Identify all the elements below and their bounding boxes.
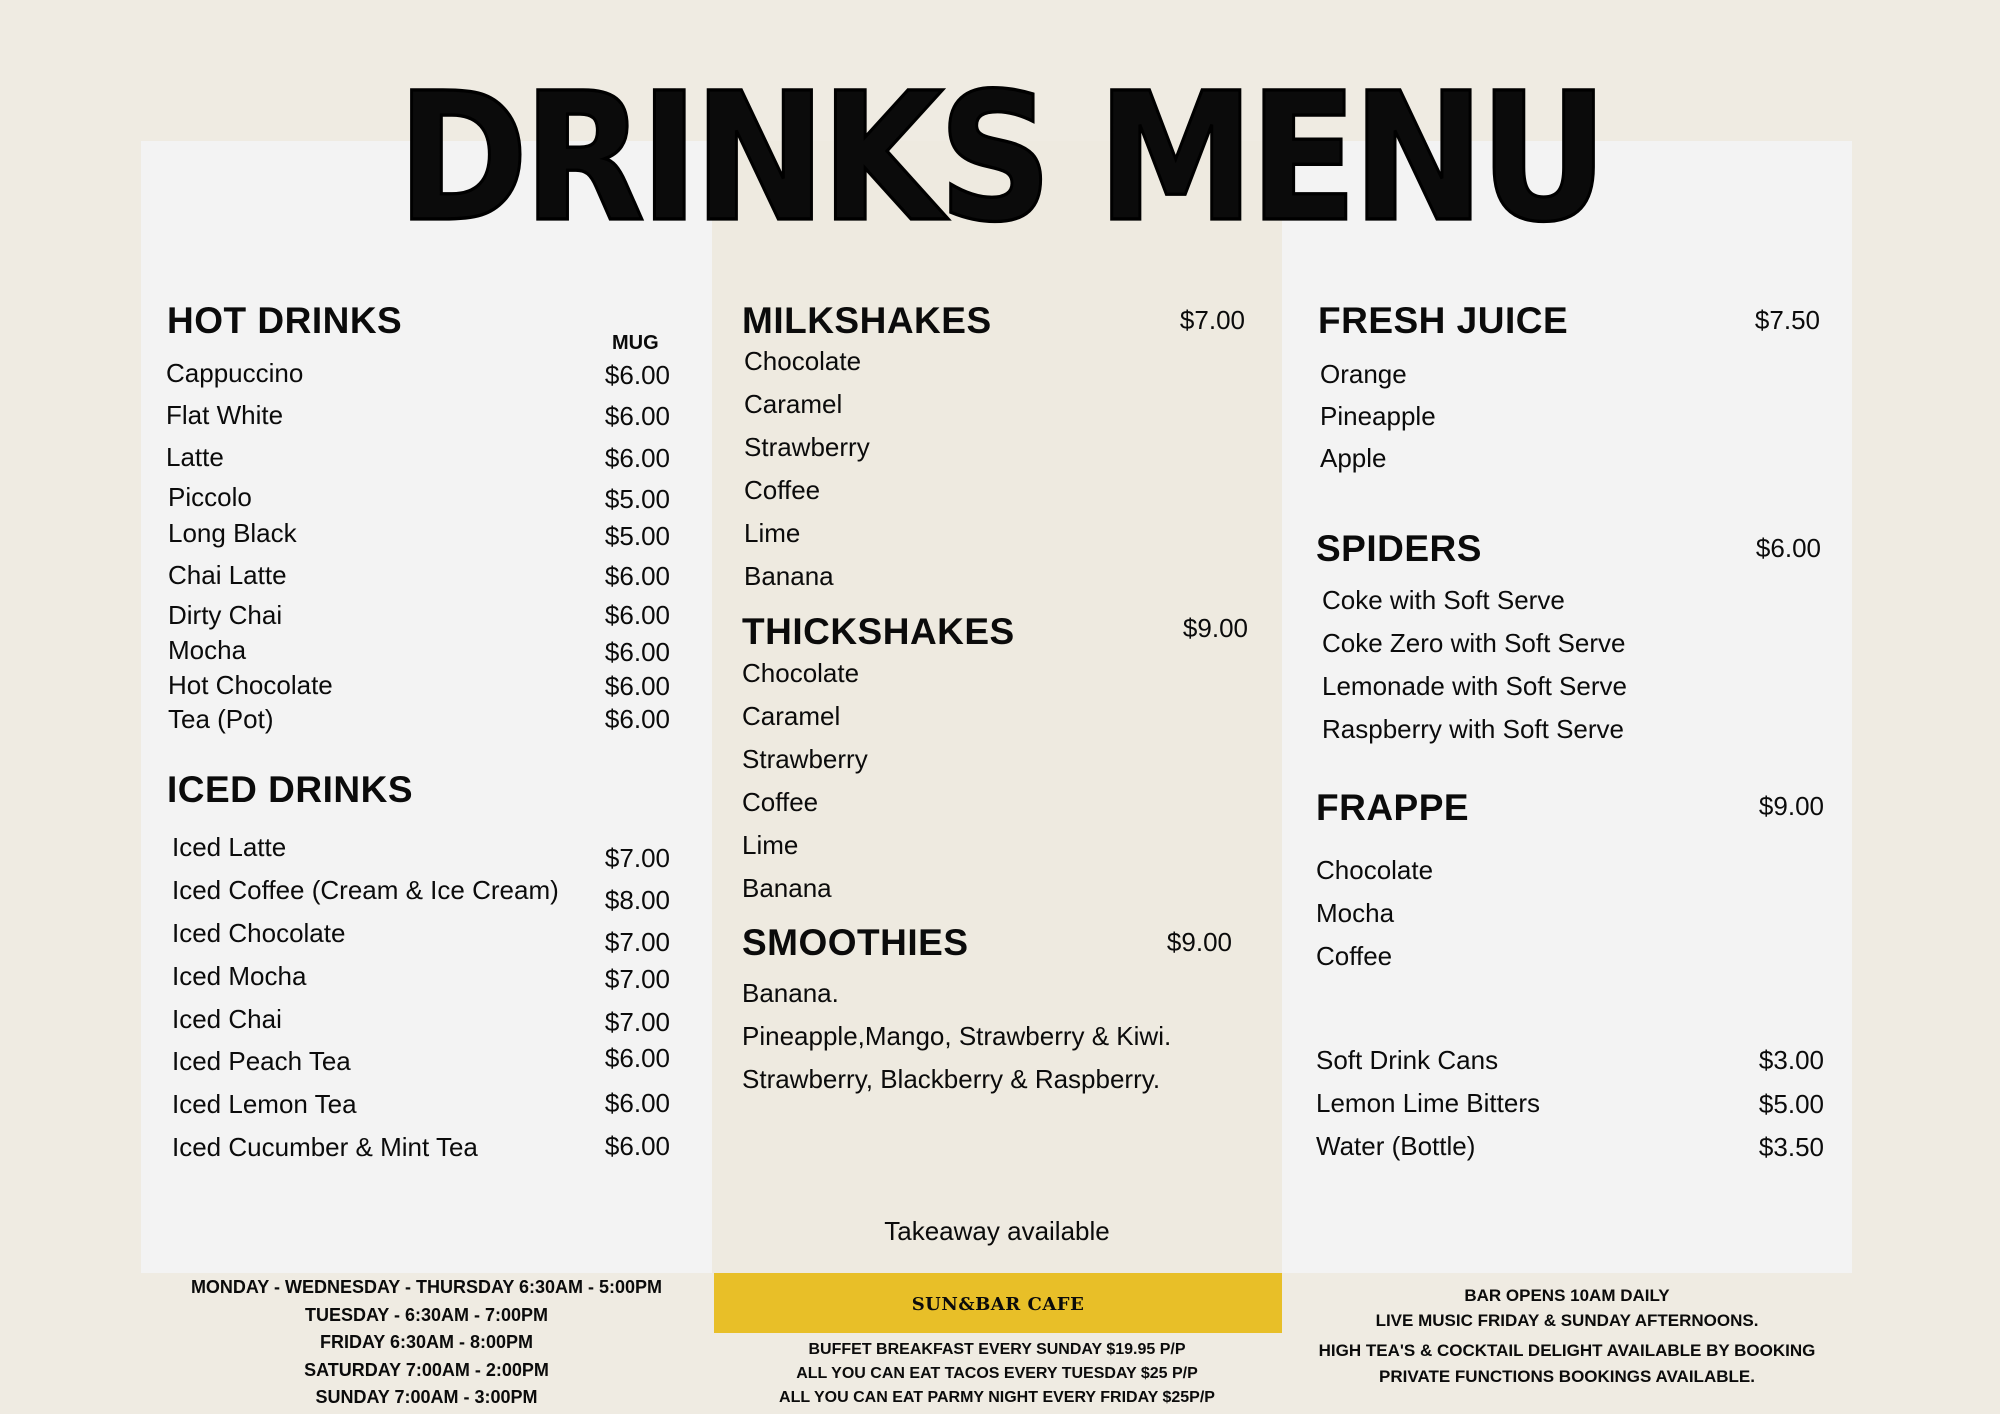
menu-item: Tea (Pot) xyxy=(168,704,274,734)
menu-price: $8.00 xyxy=(604,885,670,915)
menu-item: Chai Latte xyxy=(168,560,287,590)
menu-price: $7.00 xyxy=(604,1007,670,1037)
menu-price: $3.00 xyxy=(1758,1045,1824,1075)
hours-line: SATURDAY 7:00AM - 2:00PM xyxy=(304,1360,549,1380)
menu-price: $7.00 xyxy=(604,927,670,957)
menu-item: Iced Chocolate xyxy=(172,918,346,948)
menu-price: $6.00 xyxy=(604,401,670,431)
menu-item: Strawberry xyxy=(742,744,868,774)
menu-price: $7.00 xyxy=(604,964,670,994)
menu-item: Iced Peach Tea xyxy=(172,1046,351,1076)
smoothies-price: $9.00 xyxy=(1166,927,1232,957)
menu-item: Cappuccino xyxy=(166,358,304,388)
menu-price: $6.00 xyxy=(604,704,670,734)
menu-item: Banana. xyxy=(742,978,839,1008)
hours-line: MONDAY - WEDNESDAY - THURSDAY 6:30AM - 5:00PM xyxy=(190,1277,663,1297)
menu-item: Lemon Lime Bitters xyxy=(1316,1088,1540,1118)
fresh-juice-heading: FRESH JUICE xyxy=(1318,300,1569,341)
menu-item: Soft Drink Cans xyxy=(1316,1045,1499,1075)
menu-price: $7.00 xyxy=(604,843,670,873)
iced-drinks-heading: ICED DRINKS xyxy=(167,769,414,810)
menu-price: $6.00 xyxy=(604,637,670,667)
milkshakes-heading: MILKSHAKES xyxy=(742,300,992,341)
frappe-price: $9.00 xyxy=(1758,791,1824,821)
menu-item: Raspberry with Soft Serve xyxy=(1322,714,1625,744)
hours-line: FRIDAY 6:30AM - 8:00PM xyxy=(319,1332,534,1352)
menu-item: Pineapple xyxy=(1320,401,1436,431)
fresh-juice-price: $7.50 xyxy=(1754,305,1820,335)
menu-item: Chocolate xyxy=(742,658,860,688)
hours-line: SUNDAY 7:00AM - 3:00PM xyxy=(315,1387,538,1407)
spiders-heading: SPIDERS xyxy=(1316,528,1482,569)
menu-item: Coke with Soft Serve xyxy=(1322,585,1565,615)
menu-price: $5.00 xyxy=(604,521,670,551)
info-line: PRIVATE FUNCTIONS BOOKINGS AVAILABLE. xyxy=(1379,1367,1755,1386)
menu-item: Long Black xyxy=(168,518,297,548)
page-title: DRINKS MENU xyxy=(397,55,1603,262)
menu-item: Dirty Chai xyxy=(168,600,283,630)
menu-price: $6.00 xyxy=(604,443,670,473)
menu-item: Latte xyxy=(166,442,224,472)
menu-price: $5.00 xyxy=(1758,1089,1824,1119)
menu-price: $6.00 xyxy=(604,1043,670,1073)
thickshakes-price: $9.00 xyxy=(1182,613,1248,643)
mug-size-label: MUG xyxy=(612,332,659,354)
info-line: LIVE MUSIC FRIDAY & SUNDAY AFTERNOONS. xyxy=(1375,1311,1759,1330)
menu-item: Chocolate xyxy=(744,346,862,376)
menu-price: $6.00 xyxy=(604,1088,670,1118)
menu-item: Lime xyxy=(744,518,801,548)
menu-item: Chocolate xyxy=(1316,855,1434,885)
menu-item: Lime xyxy=(742,830,799,860)
milkshakes-price: $7.00 xyxy=(1179,305,1245,335)
hours-line: TUESDAY - 6:30AM - 7:00PM xyxy=(304,1305,549,1325)
menu-price: $6.00 xyxy=(604,1131,670,1161)
special-line: ALL YOU CAN EAT TACOS EVERY TUESDAY $25 P/P xyxy=(796,1365,1198,1382)
spiders-price: $6.00 xyxy=(1755,533,1821,563)
menu-item: Caramel xyxy=(744,389,843,419)
menu-price: $6.00 xyxy=(604,600,670,630)
menu-item: Orange xyxy=(1320,359,1407,389)
menu-item: Lemonade with Soft Serve xyxy=(1322,671,1627,701)
menu-item: Coffee xyxy=(1316,941,1393,971)
menu-item: Piccolo xyxy=(168,482,252,512)
info-line: BAR OPENS 10AM DAILY xyxy=(1464,1286,1670,1305)
menu-item: Caramel xyxy=(742,701,841,731)
menu-item: Strawberry xyxy=(744,432,870,462)
special-line: ALL YOU CAN EAT PARMY NIGHT EVERY FRIDAY $25P/P xyxy=(779,1389,1215,1406)
menu-item: Flat White xyxy=(166,400,284,430)
menu-item: Iced Latte xyxy=(172,832,287,862)
menu-item: Banana xyxy=(742,873,832,903)
menu-item: Iced Mocha xyxy=(172,961,307,991)
thickshakes-heading: THICKSHAKES xyxy=(742,611,1015,652)
menu-item: Coffee xyxy=(742,787,819,817)
hot-drinks-heading: HOT DRINKS xyxy=(167,300,403,341)
menu-item: Coke Zero with Soft Serve xyxy=(1322,628,1626,658)
menu-item: Coffee xyxy=(744,475,821,505)
menu-item: Strawberry, Blackberry & Raspberry. xyxy=(742,1064,1161,1094)
frappe-heading: FRAPPE xyxy=(1316,787,1470,828)
menu-item: Iced Cucumber & Mint Tea xyxy=(172,1132,478,1162)
cafe-name: SUN&BAR CAFE xyxy=(911,1294,1085,1315)
menu-price: $6.00 xyxy=(604,360,670,390)
menu-item: Iced Chai xyxy=(172,1004,282,1034)
menu-item: Iced Coffee (Cream & Ice Cream) xyxy=(172,875,559,905)
menu-item: Mocha xyxy=(168,635,247,665)
menu-item: Apple xyxy=(1320,443,1387,473)
menu-price: $6.00 xyxy=(604,561,670,591)
special-line: BUFFET BREAKFAST EVERY SUNDAY $19.95 P/P xyxy=(808,1341,1186,1358)
menu-item: Banana xyxy=(744,561,834,591)
menu-price: $6.00 xyxy=(604,671,670,701)
smoothies-heading: SMOOTHIES xyxy=(742,922,969,963)
takeaway-note: Takeaway available xyxy=(884,1216,1110,1246)
menu-item: Mocha xyxy=(1316,898,1395,928)
menu-item: Iced Lemon Tea xyxy=(172,1089,357,1119)
info-line: HIGH TEA'S & COCKTAIL DELIGHT AVAILABLE BY BOOKING xyxy=(1318,1341,1816,1360)
menu-item: Water (Bottle) xyxy=(1316,1131,1476,1161)
menu-price: $5.00 xyxy=(604,484,670,514)
menu-price: $3.50 xyxy=(1758,1132,1824,1162)
menu-item: Hot Chocolate xyxy=(168,670,333,700)
menu-item: Pineapple,Mango, Strawberry & Kiwi. xyxy=(742,1021,1172,1051)
